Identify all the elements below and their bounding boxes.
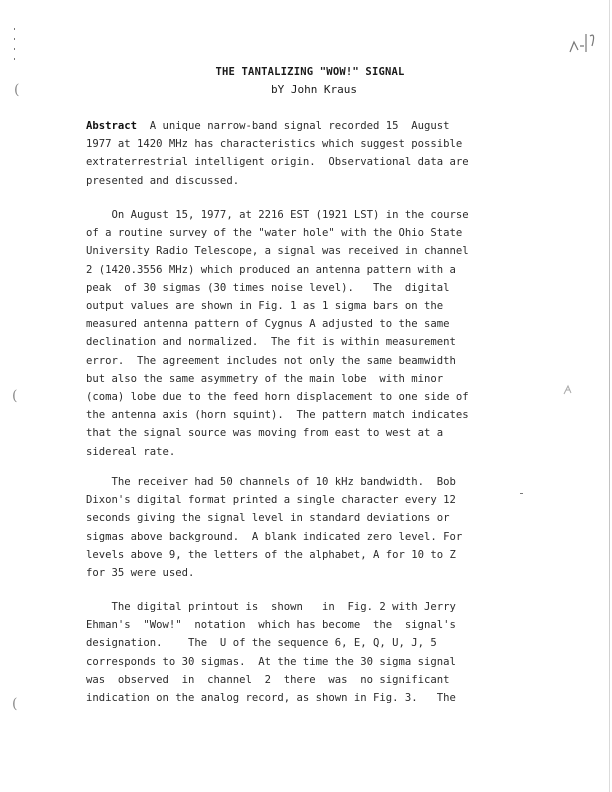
text-line: measured antenna pattern of Cygnus A adjusted to the same (86, 318, 450, 331)
abstract-line: A unique narrow-band signal recorded 15 August (137, 120, 450, 132)
punch-hole-mark-icon: ( (14, 82, 20, 98)
body-paragraph-3 (86, 598, 526, 707)
scan-speck (14, 58, 15, 60)
text-line: seconds giving the signal level in standard deviations or (86, 512, 450, 525)
handwritten-annotation-icon (566, 22, 606, 62)
text-line: 2 (1420.3556 MHz) which produced an antenna pattern with a (86, 263, 456, 276)
scan-speck (14, 38, 15, 40)
text-line: indication on the analog record, as shown in Fig. 3. The (86, 692, 456, 705)
scan-speck (14, 28, 15, 30)
document-title: THE TANTALIZING "WOW!" SIGNAL (215, 66, 405, 78)
text-line: declination and normalized. The fit is within measurement (86, 336, 456, 349)
margin-scribble-icon (562, 384, 576, 398)
body-paragraph-1 (86, 206, 526, 461)
text-line: The digital printout is shown in Fig. 2 with Jerry (86, 601, 456, 613)
punch-hole-mark-icon: ( (12, 696, 18, 712)
text-line: University Radio Telescope, a signal was received in channel (86, 245, 469, 258)
text-line: The receiver had 50 channels of 10 kHz bandwidth. Bob (86, 476, 456, 488)
text-line: was observed in channel 2 there was no significant (86, 673, 450, 686)
text-line: that the signal source was moving from east to west at a (86, 427, 444, 440)
scan-speck (14, 48, 15, 50)
abstract-line: 1977 at 1420 MHz has characteristics which suggest possible (86, 138, 463, 151)
text-line: output values are shown in Fig. 1 as 1 sigma bars on the (86, 300, 444, 313)
text-line: peak of 30 sigmas (30 times noise level). The digital (86, 281, 450, 294)
abstract-line: presented and discussed. (86, 174, 240, 187)
body-paragraph-2 (86, 473, 526, 582)
text-line: the antenna axis (horn squint). The pattern match indicates (86, 409, 469, 422)
page-edge-shadow (609, 0, 610, 792)
text-line: for 35 were used. (86, 567, 195, 580)
text-line: corresponds to 30 sigmas. At the time the 30 sigma signal (86, 655, 456, 668)
text-line: levels above 9, the letters of the alphabet, A for 10 to Z (86, 548, 456, 561)
text-line: of a routine survey of the "water hole" with the Ohio State (86, 227, 463, 240)
text-line: designation. The U of the sequence 6, E, Q, U, J, 5 (86, 637, 437, 650)
text-line: Dixon's digital format printed a single character every 12 (86, 494, 456, 507)
text-line: (coma) lobe due to the feed horn displacement to one side of (86, 391, 469, 404)
punch-hole-mark-icon: ( (12, 388, 18, 404)
abstract-line: extraterrestrial intelligent origin. Observational data are (86, 156, 469, 169)
document-author: bY John Kraus (270, 83, 358, 96)
scan-speck (520, 493, 523, 494)
text-line: sidereal rate. (86, 445, 176, 458)
abstract-paragraph (86, 117, 526, 190)
abstract-heading: Abstract (86, 120, 138, 132)
text-line: On August 15, 1977, at 2216 EST (1921 LST) in the course (86, 209, 469, 221)
text-line: Ehman's "Wow!" notation which has become the signal's (86, 619, 456, 632)
text-line: sigmas above background. A blank indicated zero level. For (86, 530, 463, 543)
text-line: error. The agreement includes not only the same beamwidth (86, 354, 456, 367)
text-line: but also the same asymmetry of the main lobe with minor (86, 372, 444, 385)
